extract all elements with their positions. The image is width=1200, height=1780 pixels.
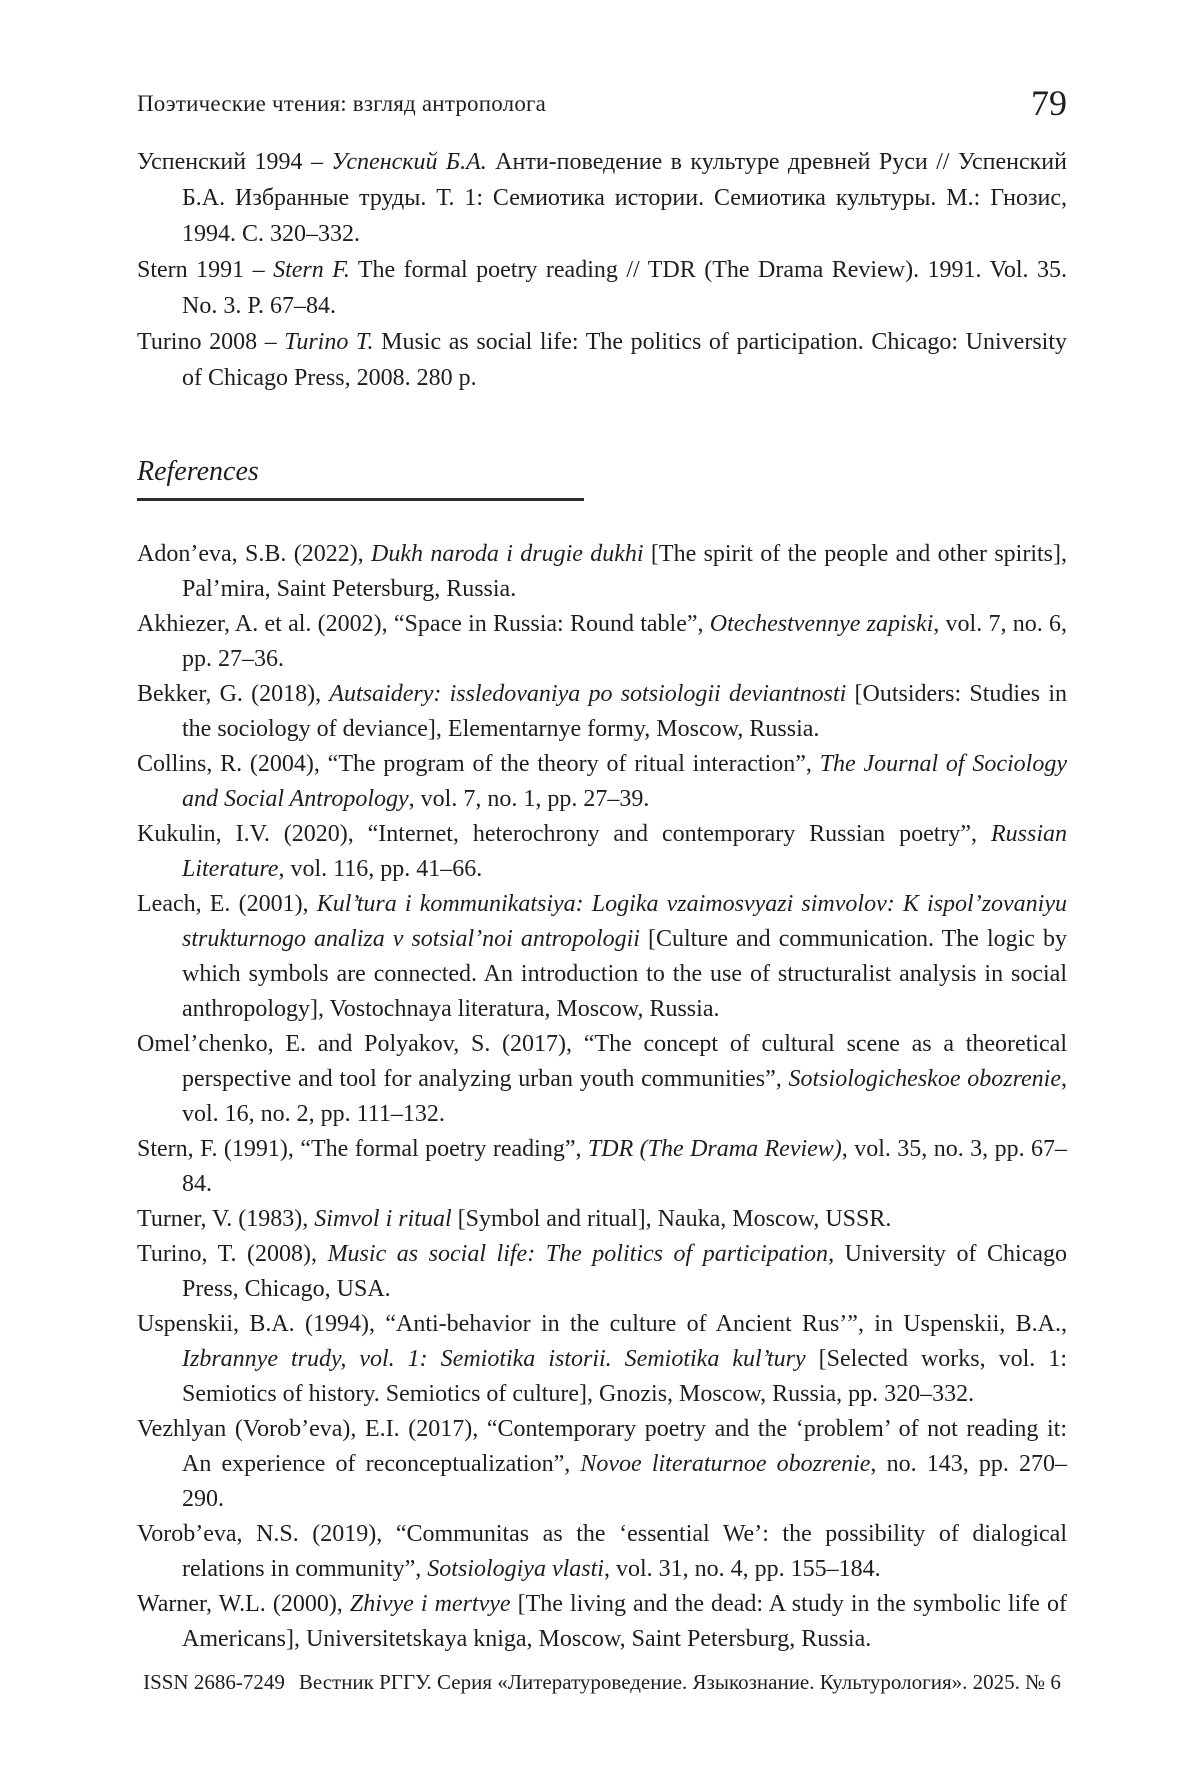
reference-entry-adoneva: Adon’eva, S.B. (2022), Dukh naroda i drugie dukhi [The spirit of the people and other spirits], Pal’mira, Saint Petersburg, Russia. [137, 541, 1067, 602]
footer-issn: ISSN 2686-7249 [143, 1670, 285, 1694]
reference-entry-leach: Leach, E. (2001), Kul’tura i kommunikatsiya: Logika vzaimosvyazi simvolov: K ispol’zovaniyu strukturnogo analiza v sotsial’noi antropologii [Culture and communication. The logic by which symbols are connected. An introduction to the use of structuralist analysis in social anthropology], Vostochnaya literatura, Moscow, Russia. [137, 891, 1068, 1022]
footer-journal-line: Вестник РГГУ. Серия «Литературоведение. Языкознание. Культурология». 2025. № 6 [298, 1670, 1061, 1694]
page-number: 79 [1031, 83, 1067, 123]
reference-entry-turino: Turino, T. (2008), Music as social life: The politics of participation, University of Chicago Press, Chicago, USA. [137, 1241, 1068, 1302]
reference-entry-uspenskii-1994: Успенский 1994 – Успенский Б.А. Анти-поведение в культуре древней Руси // Успенский Б.А. Избранные труды. Т. 1: Семиотика истории. Семиотика культуры. М.: Гнозис, 1994. С. 320–332. [137, 149, 1067, 247]
reference-entry-stern: Stern, F. (1991), “The formal poetry reading”, TDR (The Drama Review), vol. 35, no. 3, pp. 67–84. [137, 1136, 1068, 1197]
gost-references-list [137, 144, 1067, 396]
references-list [137, 537, 1067, 1657]
reference-entry-warner: Warner, W.L. (2000), Zhivye i mertvye [The living and the dead: A study in the symbolic life of Americans], Universitetskaya kniga, Moscow, Saint Petersburg, Russia. [137, 1591, 1068, 1652]
running-header [137, 83, 1067, 123]
references-heading: References [137, 456, 259, 487]
running-head-title: Поэтические чтения: взгляд антрополога [137, 91, 547, 116]
reference-entry-akhiezer: Akhiezer, A. et al. (2002), “Space in Russia: Round table”, Otechestvennye zapiski, vol. 7, no. 6, pp. 27–36. [137, 611, 1067, 672]
reference-entry-turner: Turner, V. (1983), Simvol i ritual [Symbol and ritual], Nauka, Moscow, USSR. [137, 1206, 892, 1232]
reference-entry-stern-1991: Stern 1991 – Stern F. The formal poetry reading // TDR (The Drama Review). 1991. Vol. 35. No. 3. P. 67–84. [137, 257, 1067, 319]
reference-entry-bekker: Bekker, G. (2018), Autsaidery: issledovaniya po sotsiologii deviantnosti [Outsiders: Studies in the sociology of deviance], Elementarnye formy, Moscow, Russia. [137, 681, 1067, 742]
references-section-header [137, 456, 1067, 501]
reference-entry-vorobeva: Vorob’eva, N.S. (2019), “Communitas as the ‘essential We’: the possibility of dialogical relations in community”, Sotsiologiya vlasti, vol. 31, no. 4, pp. 155–184. [137, 1521, 1067, 1582]
heading-rule [137, 498, 584, 501]
reference-entry-vezhlyan: Vezhlyan (Vorob’eva), E.I. (2017), “Contemporary poetry and the ‘problem’ of not reading it: An experience of reconceptualization”, Novoe literaturnoe obozrenie, no. 143, pp. 270–290. [137, 1416, 1068, 1512]
reference-entry-collins: Collins, R. (2004), “The program of the theory of ritual interaction”, The Journal of Sociology and Social Antropology, vol. 7, no. 1, pp. 27–39. [137, 751, 1068, 812]
reference-entry-turino-2008: Turino 2008 – Turino T. Music as social life: The politics of participation. Chicago: University of Chicago Press, 2008. 280 p. [137, 329, 1067, 391]
journal-footer [137, 1669, 1067, 1695]
reference-entry-omelchenko: Omel’chenko, E. and Polyakov, S. (2017), “The concept of cultural scene as a theoretical perspective and tool for analyzing urban youth communities”, Sotsiologicheskoe obozrenie, vol. 16, no. 2, pp. 111–132. [137, 1031, 1067, 1127]
reference-entry-kukulin: Kukulin, I.V. (2020), “Internet, heterochrony and contemporary Russian poetry”, Russian Literature, vol. 116, pp. 41–66. [137, 821, 1067, 882]
reference-entry-uspenskii: Uspenskii, B.A. (1994), “Anti-behavior in the culture of Ancient Rus’”, in Uspenskii, B.A., Izbrannye trudy, vol. 1: Semiotika istorii. Semiotika kul’tury [Selected works, vol. 1: Semiotics of history. Semiotics of culture], Gnozis, Moscow, Russia, pp. 320–332. [137, 1311, 1067, 1407]
